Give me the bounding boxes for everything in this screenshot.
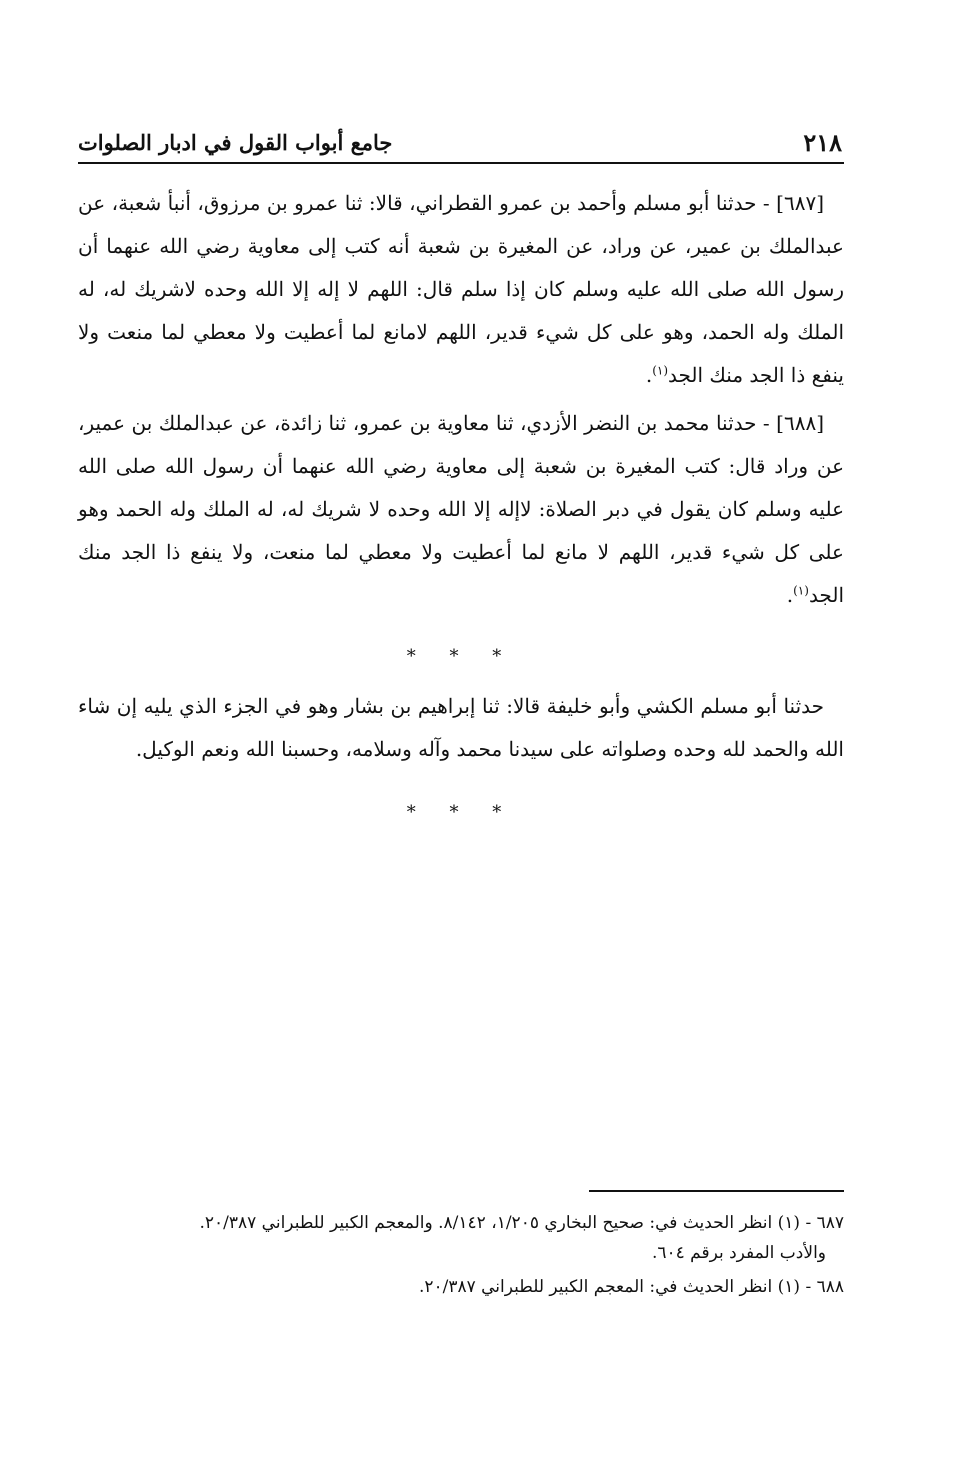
book-page <box>78 118 844 1297</box>
running-title: جامع أبواب القول في ادبار الصلوات <box>78 130 393 155</box>
hadith-688-text: [٦٨٨] - حدثنا محمد بن النضر الأزدي، ثنا معاوية بن عمرو، ثنا زائدة، عن عبدالملك بن عمير، عن وراد قال: كتب المغيرة بن شعبة إلى معاوية رضي الله عنهما أن رسول الله صلى الله عليه وسلم كان يقول في دبر الصلاة: لاإله إلا الله وحده لا شريك له، له الملك وله الحمد وهو على كل شيء قدير، اللهم لا مانع لما أعطيت ولا معطي لما منعت، ولا ينفع ذا الجد منك الجد <box>78 411 844 607</box>
hadith-688-note-ref: (١) <box>793 583 809 598</box>
footnote-687-line1: ٦٨٧ - (١) انظر الحديث في: صحيح البخاري ١/٢٠٥، ٨/١٤٢. والمعجم الكبير للطبراني ٢٠/٣٨٧. <box>199 1213 844 1233</box>
hadith-687-end: . <box>645 363 653 387</box>
page-number: ٢١٨ <box>803 128 842 157</box>
closing-paragraph: حدثنا أبو مسلم الكشي وأبو خليفة قالا: ثنا إبراهيم بن بشار وهو في الجزء الذي يليه إن شاء الله والحمد لله وحده وصلواته على سيدنا محمد وآله وسلامه، وحسبنا الله ونعم الوكيل. <box>78 694 844 761</box>
footnote-divider <box>589 1190 844 1192</box>
footnotes <box>78 1208 844 1306</box>
footnote-687-line2: والأدب المفرد برقم ٦٠٤. <box>651 1243 826 1263</box>
section-separator: * * * <box>406 646 516 667</box>
footnote-688: ٦٨٨ - (١) انظر الحديث في: المعجم الكبير للطبراني ٢٠/٣٨٧. <box>418 1277 844 1297</box>
hadith-687-text: [٦٨٧] - حدثنا أبو مسلم وأحمد بن عمرو القطراني، قالا: ثنا عمرو بن مرزوق، أنبأ شعبة، عن عبدالملك بن عمير، عن وراد، عن المغيرة بن شعبة أنه كتب إلى معاوية رضي الله عنهما أن رسول الله صلى الله عليه وسلم كان إذا سلم قال: اللهم لا إله إلا الله وحده لاشريك له، له الملك وله الحمد، وهو على كل شيء قدير، اللهم لامانع لما أعطيت ولا معطي لما منعت ولا ينفع ذا الجد منك الجد <box>78 191 844 387</box>
end-separator: * * * <box>406 802 516 823</box>
hadith-687-note-ref: (١) <box>652 363 669 378</box>
footnote-687 <box>78 1208 844 1268</box>
main-text <box>78 182 844 821</box>
hadith-687 <box>78 182 844 397</box>
hadith-688 <box>78 402 844 617</box>
page-header <box>78 118 844 164</box>
hadith-688-end: . <box>786 583 794 607</box>
